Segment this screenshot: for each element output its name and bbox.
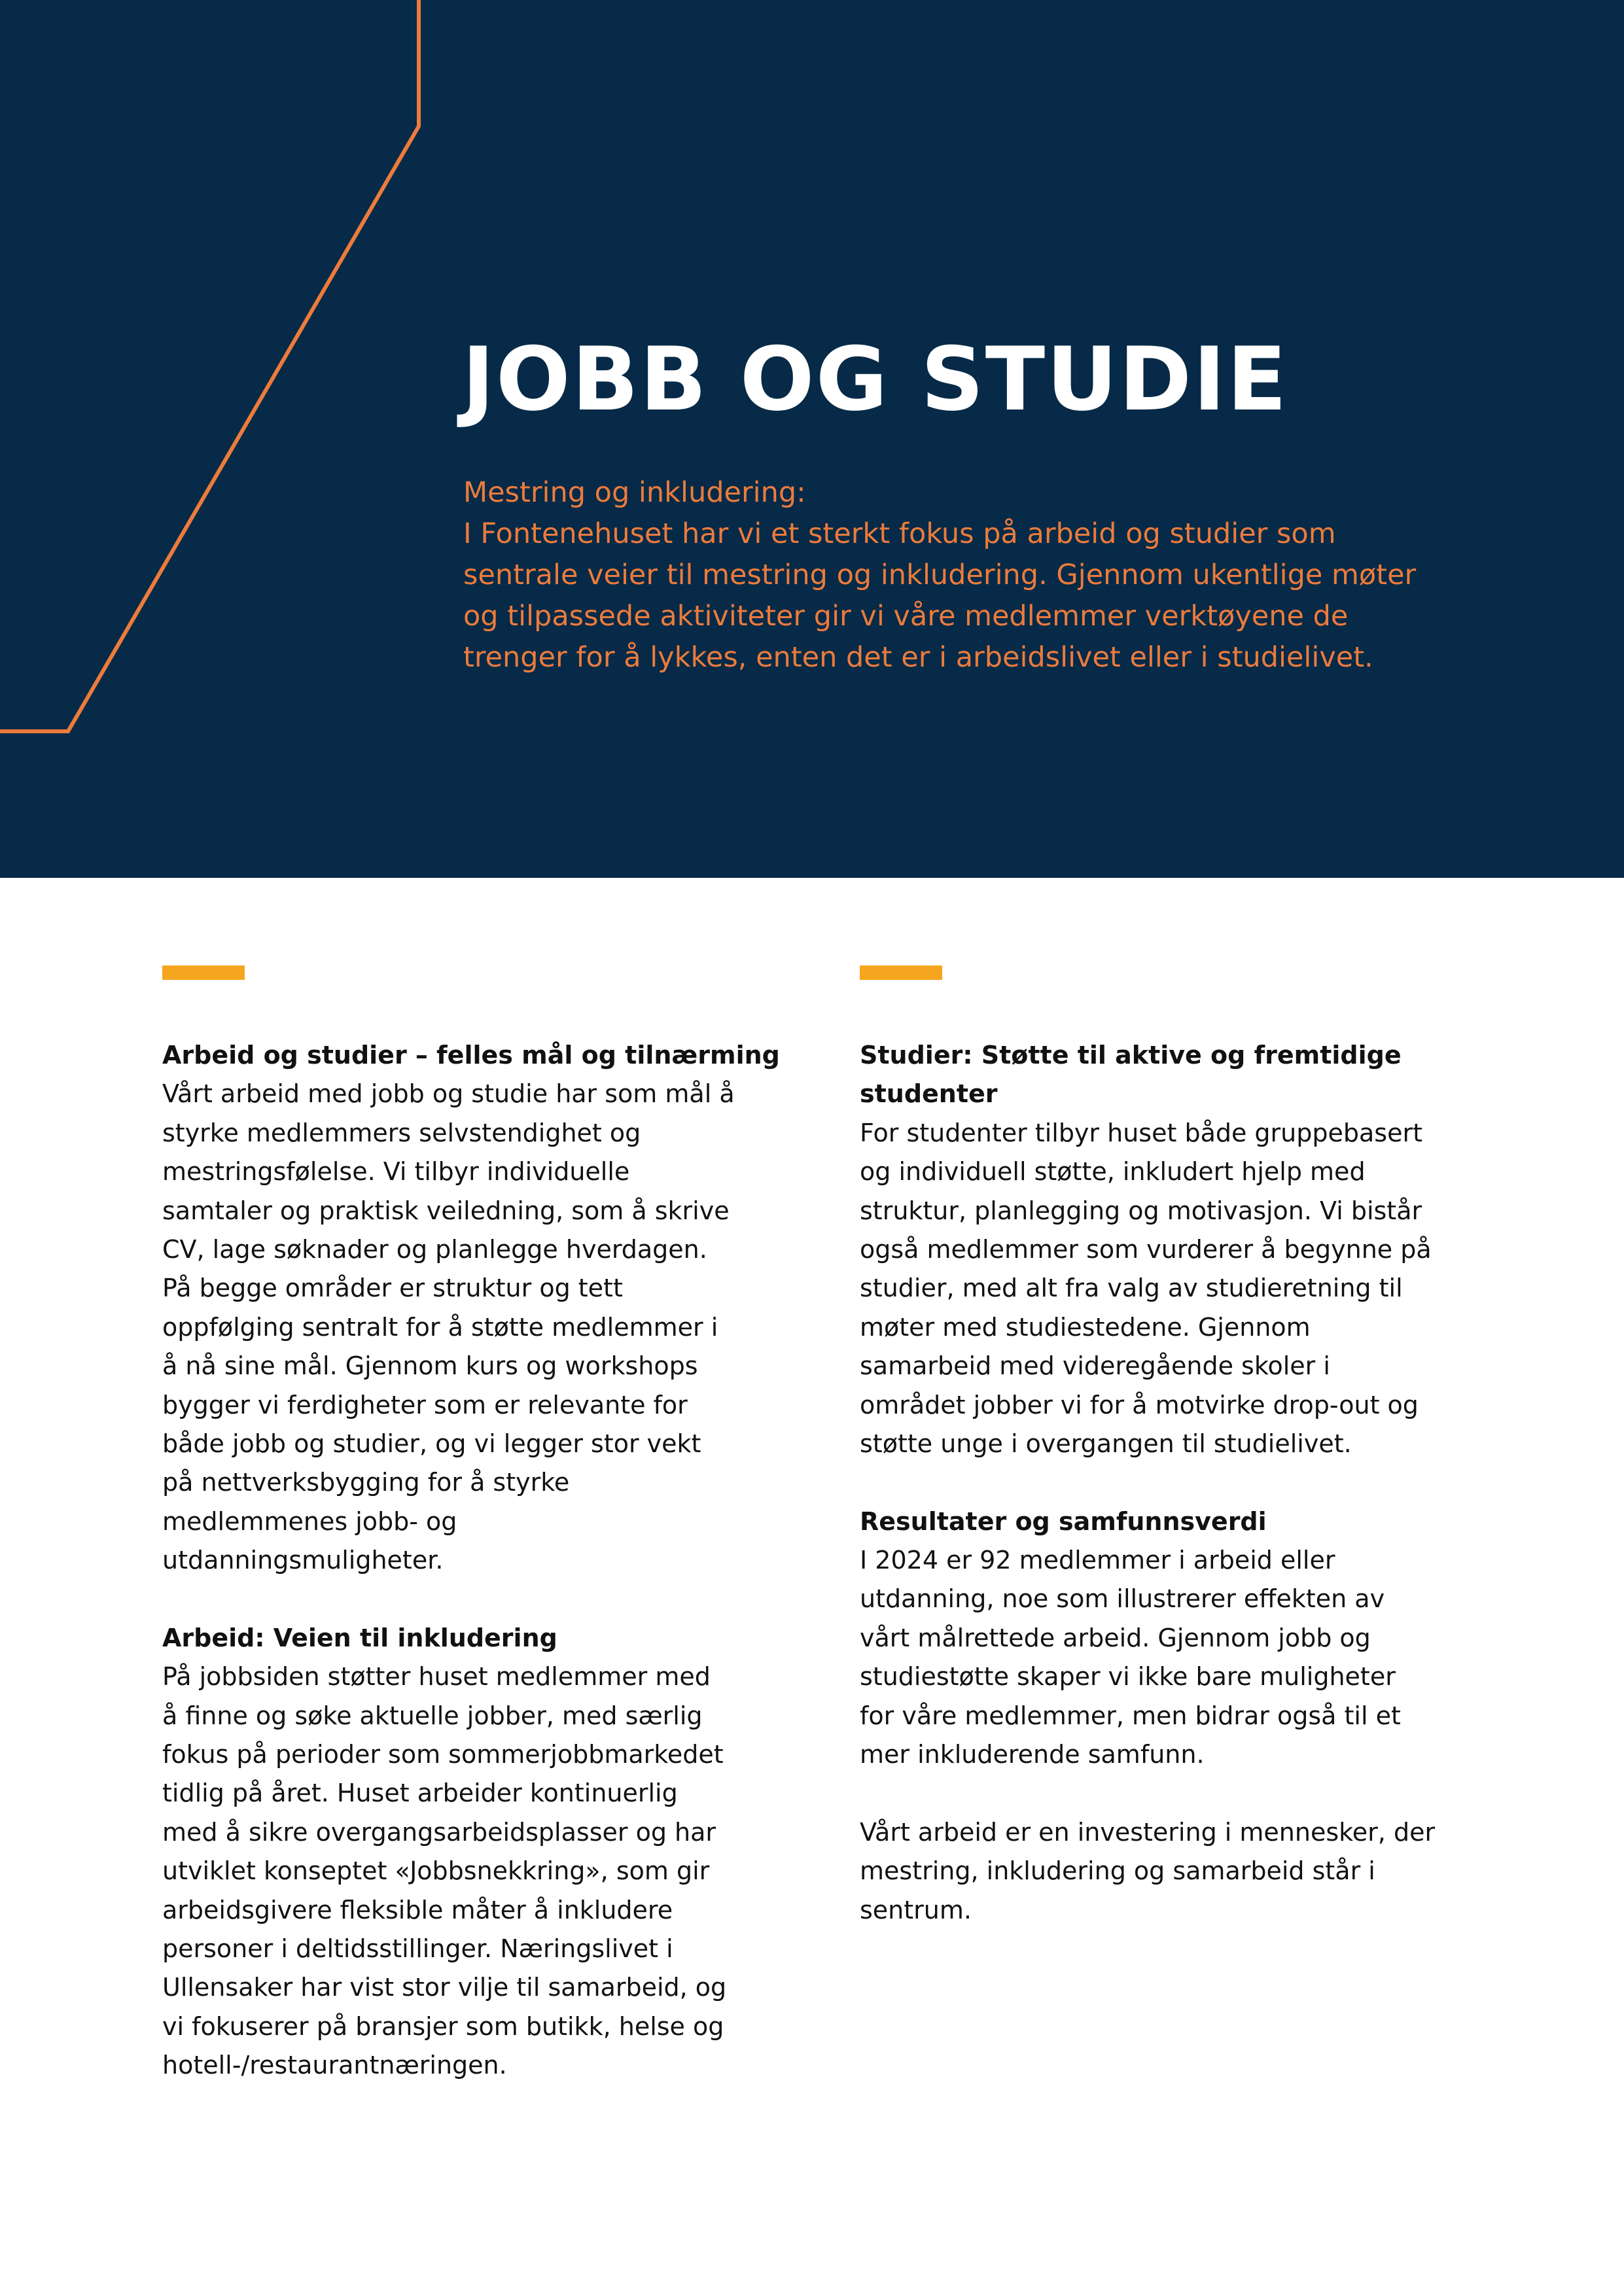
body-line: hotell-/restaurantnæringen.	[162, 2051, 507, 2080]
body-line: arbeidsgivere fleksible måter å inkludere	[162, 1895, 673, 1924]
intro-line: Mestring og inkludering:	[463, 476, 806, 509]
paragraph-gap	[860, 1774, 1514, 1813]
paragraph-gap	[162, 1580, 817, 1618]
section-heading: Studier: Støtte til aktive og fremtidige	[860, 1041, 1402, 1070]
body-line: tidlig på året. Huset arbeider kontinuerlig	[162, 1779, 678, 1808]
body-line: på nettverksbygging for å styrke	[162, 1468, 570, 1497]
body-line: utdanningsmuligheter.	[162, 1546, 444, 1575]
body-line: Vårt arbeid med jobb og studie har som mål å	[162, 1079, 735, 1109]
body-line: Ullensaker har vist stor vilje til samarbeid, og	[162, 1973, 727, 2002]
body-line: å nå sine mål. Gjennom kurs og workshops	[162, 1351, 698, 1381]
body-line: studiestøtte skaper vi ikke bare muligheter	[860, 1662, 1396, 1692]
body-line: både jobb og studier, og vi legger stor vekt	[162, 1429, 701, 1458]
body-line: utviklet konseptet «Jobbsnekkring», som gir	[162, 1856, 710, 1886]
intro-line: I Fontenehuset har vi et sterkt fokus på arbeid og studier som	[463, 517, 1336, 550]
body-line: Vårt arbeid er en investering i mennesker, der	[860, 1817, 1436, 1847]
body-line: På begge områder er struktur og tett	[162, 1274, 623, 1303]
section-heading: studenter	[860, 1079, 998, 1109]
body-line: struktur, planlegging og motivasjon. Vi bistår	[860, 1196, 1422, 1225]
body-line: samarbeid med videregående skoler i	[860, 1351, 1330, 1381]
intro-line: sentrale veier til mestring og inkludering. Gjennom ukentlige møter	[463, 559, 1417, 591]
header-banner	[0, 0, 1624, 878]
body-line: medlemmenes jobb- og	[162, 1506, 457, 1536]
body-line: også medlemmer som vurderer å begynne på	[860, 1234, 1432, 1264]
body-line: vårt målrettede arbeid. Gjennom jobb og	[860, 1623, 1371, 1652]
decorative-outline-line	[0, 0, 1624, 878]
body-line: for våre medlemmer, men bidrar også til et	[860, 1701, 1401, 1730]
body-line: å finne og søke aktuelle jobber, med særlig	[162, 1701, 703, 1730]
body-line: med å sikre overgangsarbeidsplasser og har	[162, 1817, 716, 1847]
body-line: mer inkluderende samfunn.	[860, 1740, 1205, 1769]
intro-paragraph	[463, 472, 1576, 678]
body-line: bygger vi ferdigheter som er relevante for	[162, 1390, 688, 1419]
body-line: vi fokuserer på bransjer som butikk, helse og	[162, 2011, 724, 2041]
left-accent-bar	[162, 965, 245, 980]
page-title: JOBB OG STUDIE	[462, 328, 1288, 430]
body-line: og individuell støtte, inkludert hjelp med	[860, 1157, 1366, 1187]
body-line: samtaler og praktisk veiledning, som å skrive	[162, 1196, 730, 1225]
intro-line: trenger for å lykkes, enten det er i arbeidslivet eller i studielivet.	[463, 641, 1373, 674]
body-line: I 2024 er 92 medlemmer i arbeid eller	[860, 1546, 1335, 1575]
body-line: området jobber vi for å motvirke drop-out og	[860, 1390, 1419, 1419]
body-line: fokus på perioder som sommerjobbmarkedet	[162, 1740, 724, 1769]
body-line: På jobbsiden støtter huset medlemmer med	[162, 1662, 711, 1692]
left-column	[162, 1036, 817, 2085]
body-line: mestring, inkludering og samarbeid står i	[860, 1856, 1375, 1886]
body-line: møter med studiestedene. Gjennom	[860, 1312, 1311, 1342]
paragraph-gap	[860, 1463, 1514, 1502]
body-line: studier, med alt fra valg av studieretning til	[860, 1274, 1403, 1303]
body-line: CV, lage søknader og planlegge hverdagen.	[162, 1234, 707, 1264]
body-line: personer i deltidsstillinger. Næringslivet i	[162, 1934, 673, 1963]
body-line: mestringsfølelse. Vi tilbyr individuelle	[162, 1157, 630, 1187]
body-line: For studenter tilbyr huset både gruppebasert	[860, 1118, 1422, 1147]
right-column	[860, 1036, 1514, 1930]
body-line: støtte unge i overgangen til studielivet.	[860, 1429, 1352, 1458]
body-line: styrke medlemmers selvstendighet og	[162, 1118, 641, 1147]
right-accent-bar	[860, 965, 942, 980]
intro-line: og tilpassede aktiviteter gir vi våre medlemmer verktøyene de	[463, 600, 1349, 633]
body-line: utdanning, noe som illustrerer effekten av	[860, 1584, 1385, 1614]
body-line: oppfølging sentralt for å støtte medlemmer i	[162, 1312, 718, 1342]
section-heading: Arbeid: Veien til inkludering	[162, 1623, 557, 1652]
section-heading: Resultater og samfunnsverdi	[860, 1506, 1267, 1536]
body-line: sentrum.	[860, 1895, 972, 1924]
section-heading: Arbeid og studier – felles mål og tilnærming	[162, 1041, 780, 1070]
